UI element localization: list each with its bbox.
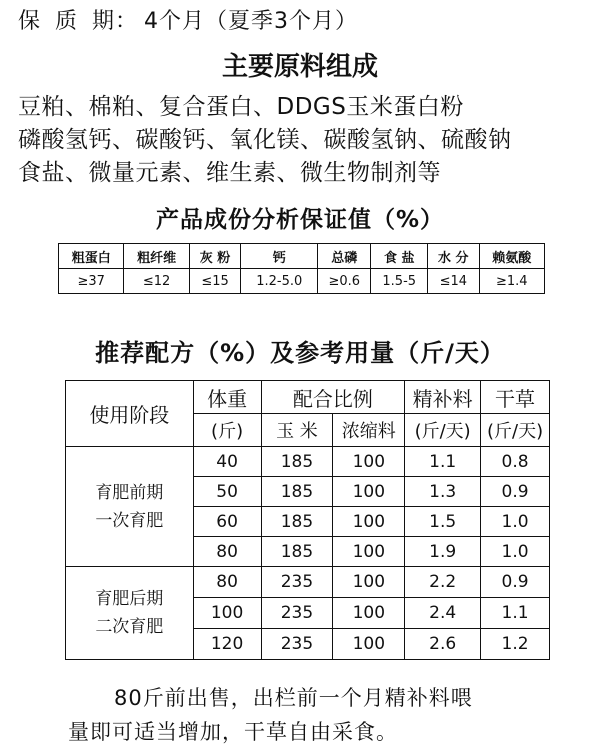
analysis-header: 总磷 (318, 244, 371, 269)
table-row (66, 567, 550, 598)
stage-line: 一次育肥 (95, 510, 164, 531)
supplement-cell: 1.1 (405, 447, 481, 477)
concentrate-header: 浓缩料 (333, 414, 405, 447)
stage-line: 育肥前期 (95, 482, 164, 503)
note-line-2: 量即可适当增加，干草自由采食。 (68, 720, 398, 744)
stage-line: 育肥后期 (95, 589, 164, 609)
analysis-title: 产品成份分析保证值（%） (155, 207, 445, 233)
weight-header: 体重 (193, 381, 261, 414)
hay-header: 干草 (481, 381, 550, 414)
shelf-life (18, 4, 364, 35)
supplement-cell: 2.2 (405, 567, 481, 598)
hay-cell: 1.2 (481, 629, 550, 660)
shelf-life-value: 4个月（夏季3个月） (144, 9, 359, 34)
corn-cell: 185 (261, 447, 333, 477)
shelf-life-label-1: 保 (18, 9, 42, 34)
hay-cell: 1.0 (481, 507, 550, 537)
supplement-cell: 2.4 (405, 598, 481, 629)
analysis-header: 赖氨酸 (479, 244, 544, 269)
corn-cell: 235 (261, 598, 333, 629)
ingredients-title: 主要原料组成 (221, 52, 378, 82)
corn-cell: 185 (261, 477, 333, 507)
recommend-header-row-1 (66, 381, 550, 414)
supplement-cell: 1.9 (405, 537, 481, 567)
recommend-title: 推荐配方（%）及参考用量（斤/天） (95, 339, 505, 367)
analysis-value: 1.5-5 (371, 269, 428, 294)
weight-cell: 80 (193, 567, 261, 598)
note-line-1: 80斤前出售，出栏前一个月精补料喂 (114, 686, 473, 710)
shelf-life-label-3: 期： (92, 9, 139, 34)
weight-cell: 50 (193, 477, 261, 507)
hay-unit: (斤/天) (481, 414, 550, 447)
analysis-value: ≤14 (428, 269, 480, 294)
hay-cell: 0.9 (481, 477, 550, 507)
stage-line: 二次育肥 (95, 617, 164, 637)
analysis-value-row (59, 269, 545, 294)
corn-header: 玉 米 (261, 414, 333, 447)
analysis-value: ≥0.6 (318, 269, 371, 294)
weight-unit: (斤) (193, 414, 261, 447)
weight-cell: 60 (193, 507, 261, 537)
analysis-value: ≤15 (189, 269, 241, 294)
analysis-header: 粗蛋白 (59, 244, 124, 269)
concentrate-cell: 100 (333, 537, 405, 567)
supplement-header: 精补料 (405, 381, 481, 414)
hay-cell: 0.9 (481, 567, 550, 598)
hay-cell: 1.1 (481, 598, 550, 629)
hay-cell: 1.0 (481, 537, 550, 567)
concentrate-cell: 100 (333, 447, 405, 477)
analysis-header: 钙 (241, 244, 318, 269)
concentrate-cell: 100 (333, 567, 405, 598)
analysis-value: ≤12 (124, 269, 189, 294)
corn-cell: 235 (261, 567, 333, 598)
supplement-cell: 1.5 (405, 507, 481, 537)
weight-cell: 100 (193, 598, 261, 629)
table-row (66, 447, 550, 477)
supplement-unit: (斤/天) (405, 414, 481, 447)
analysis-value: 1.2-5.0 (241, 269, 318, 294)
ingredients-line-2: 磷酸氢钙、碳酸钙、氧化镁、碳酸氢钠、硫酸钠 (18, 127, 512, 153)
stage-cell-1 (66, 447, 194, 567)
shelf-life-label-2: 质 (55, 9, 79, 34)
concentrate-cell: 100 (333, 507, 405, 537)
stage-header: 使用阶段 (66, 381, 194, 447)
ingredients-line-3: 食盐、微量元素、维生素、微生物制剂等 (18, 160, 441, 186)
weight-cell: 40 (193, 447, 261, 477)
analysis-table (58, 243, 545, 294)
analysis-header: 水 分 (428, 244, 480, 269)
analysis-header: 粗纤维 (124, 244, 189, 269)
supplement-cell: 1.3 (405, 477, 481, 507)
recommend-table (65, 380, 550, 660)
weight-cell: 80 (193, 537, 261, 567)
weight-cell: 120 (193, 629, 261, 660)
analysis-header: 食 盐 (371, 244, 428, 269)
analysis-header-row (59, 244, 545, 269)
analysis-header: 灰 粉 (189, 244, 241, 269)
analysis-value: ≥1.4 (479, 269, 544, 294)
hay-cell: 0.8 (481, 447, 550, 477)
ratio-header: 配合比例 (261, 381, 405, 414)
concentrate-cell: 100 (333, 629, 405, 660)
corn-cell: 235 (261, 629, 333, 660)
corn-cell: 185 (261, 537, 333, 567)
concentrate-cell: 100 (333, 598, 405, 629)
corn-cell: 185 (261, 507, 333, 537)
stage-cell-2 (66, 567, 194, 660)
analysis-value: ≥37 (59, 269, 124, 294)
concentrate-cell: 100 (333, 477, 405, 507)
supplement-cell: 2.6 (405, 629, 481, 660)
ingredients-line-1: 豆粕、棉粕、复合蛋白、DDGS玉米蛋白粉 (18, 94, 464, 120)
